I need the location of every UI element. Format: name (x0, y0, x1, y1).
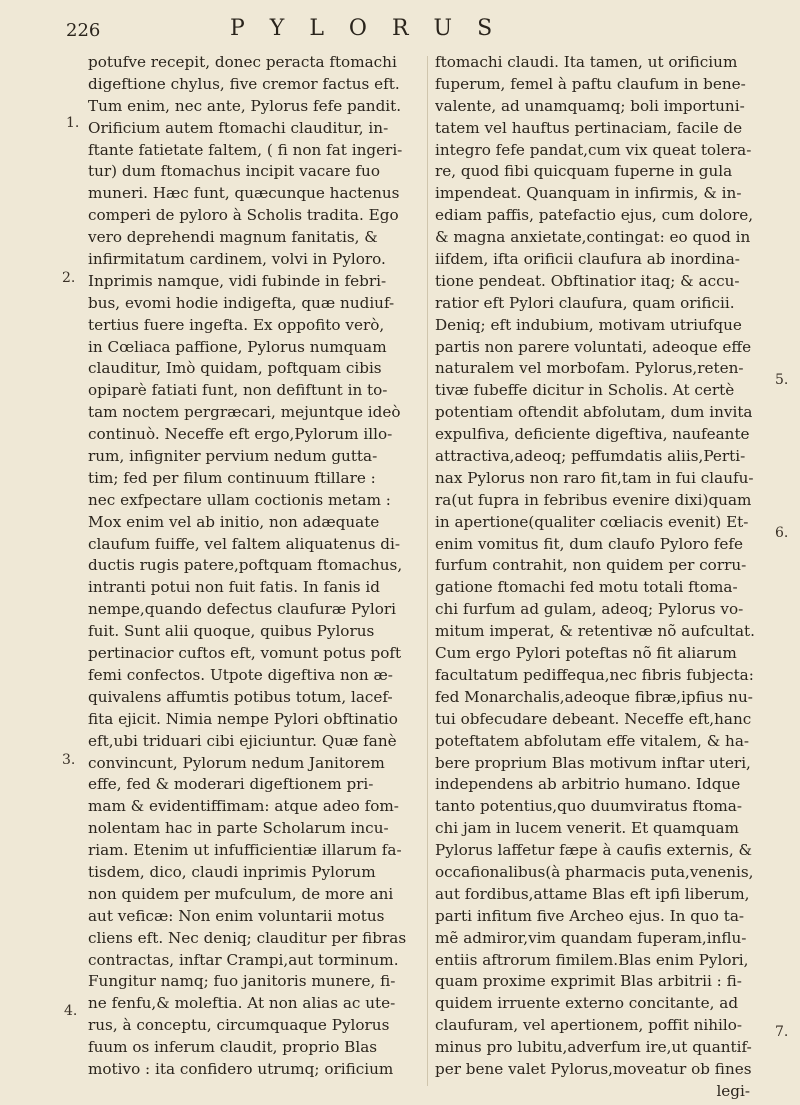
text-line: quidem irruente externo concitante, ad (435, 994, 739, 1013)
text-line: potentiam oftendit abfolutam, dum invita (435, 403, 753, 422)
text-line: effe, fed & moderari digeftionem pri- (88, 775, 374, 794)
text-line: potufve recepit, donec peracta ftomachi (88, 53, 397, 71)
text-line: clauditur, Imò quidam, poftquam cibis (88, 359, 382, 378)
text-line: tisdem, dico, claudi inprimis Pylorum (88, 862, 376, 881)
text-line: tatem vel hauftus pertinaciam, facile de (435, 118, 743, 137)
text-line: bere proprium Blas motivum inftar uteri, (435, 753, 751, 772)
margin-number: 7. (775, 1024, 789, 1040)
text-line: entiis aftrorum fimilem.Blas enim Pylori, (435, 950, 749, 969)
text-line: aut fordibus,attame Blas eft ipfi liberum, (435, 884, 750, 903)
text-line: Fungitur namq; fuo janitoris munere, fi- (88, 972, 396, 991)
text-line: facultatum pediffequa,nec fibris fubjecta: (435, 665, 754, 684)
text-line: eft,ubi triduari cibi ejiciuntur. Quæ fanè (88, 731, 397, 750)
text-line: gatione ftomachi fed motu totali ftoma- (435, 578, 738, 597)
text-line: riam. Etenim ut infufficientiæ illarum fa- (88, 841, 402, 860)
right-column (435, 52, 770, 1103)
text-line: tim; fed per filum continuum ftillare : (88, 468, 376, 487)
text-line: muneri. Hæc funt, quæcunque hactenus (88, 184, 400, 203)
text-line: attractiva,adeoq; peffumdatis aliis,Perti- (435, 447, 746, 466)
text-line: tivæ fubeffe dicitur in Scholis. At certè (435, 381, 735, 400)
text-line: cliens eft. Nec deniq; clauditur per fibras (88, 928, 407, 947)
text-line: minus pro lubitu,adverfum ire,ut quantif- (435, 1038, 752, 1057)
text-line: continuò. Neceffe eft ergo,Pylorum illo- (88, 425, 393, 444)
text-line: furfum contrahit, non quidem per corru- (435, 556, 747, 575)
text-line: in Cœliaca paffione, Pylorus numquam (88, 337, 387, 356)
text-line: rus, à conceptu, circumquaque Pylorus (88, 1016, 390, 1035)
text-line: chi jam in lucem venerit. Et quamquam (435, 819, 739, 838)
text-line: nempe,quando defectus claufuræ Pylori (88, 600, 396, 619)
text-line: quivalens affumtis potibus totum, lacef- (88, 687, 393, 706)
text-line: ftomachi claudi. Ita tamen, ut orificium (435, 53, 738, 71)
margin-number: 5. (775, 372, 789, 388)
margin-number: 1. (66, 115, 80, 131)
text-line: contractas, inftar Crampi,aut torminum. (88, 950, 399, 969)
text-line: per bene valet Pylorus,moveatur ob fines (435, 1059, 752, 1078)
text-line: mam & evidentiffimam: atque adeo fom- (88, 797, 399, 816)
text-line: claufum fuiffe, vel faltem aliquatenus di- (88, 534, 400, 553)
text-line: poteftatem abfolutam effe vitalem, & ha- (435, 731, 750, 750)
text-line: valente, ad unamquamq; boli importuni- (435, 96, 745, 115)
text-line: tione pendeat. Obftinatior itaq; & accu- (435, 271, 740, 290)
text-line: nolentam hac in parte Scholarum incu- (88, 819, 389, 838)
text-line: iifdem, ifta orificii claufura ab inordina- (435, 250, 740, 269)
text-line: tur) dum ftomachus incipit vacare fuo (88, 162, 380, 181)
text-line: quam proxime exprimit Blas arbitrii : fi- (435, 972, 742, 991)
text-line: partis non parere voluntati, adeoque effe (435, 337, 752, 356)
text-line: convincunt, Pylorum nedum Janitorem (88, 753, 385, 772)
text-line: nax Pylorus non raro fit,tam in fui claufu- (435, 468, 754, 487)
text-line: ne fenfu,& moleftia. At non alias ac ute- (88, 994, 396, 1013)
text-line: infirmitatum cardinem, volvi in Pyloro. (88, 250, 386, 269)
text-line: integro fefe pandat,cum vix queat tolera- (435, 140, 752, 159)
text-line: occafionalibus(à pharmacis puta,venenis, (435, 862, 754, 881)
text-line: ediam paffis, patefactio ejus, cum dolore, (435, 206, 754, 225)
text-line: non quidem per mufculum, de more ani (88, 884, 394, 903)
margin-number: 6. (775, 525, 789, 541)
text-line: ductis rugis patere,poftquam ftomachus, (88, 556, 403, 575)
text-line: vero deprehendi magnum fanitatis, & (88, 228, 378, 247)
text-line: & magna anxietate,contingat: eo quod in (435, 228, 751, 247)
text-line: ra(ut fupra in febribus evenire dixi)quam (435, 490, 752, 509)
text-line: nec exfpectare ullam coctionis metam : (88, 490, 391, 509)
text-line: digeftione chylus, five cremor factus eft. (88, 74, 400, 93)
text-line: Pylorus laffetur fæpe à caufis externis, & (435, 841, 753, 860)
text-line: expulfiva, deficiente digeftiva, naufeante (435, 425, 750, 444)
text-line: in apertione(qualiter cœliacis evenit) Et- (435, 512, 749, 531)
text-line: fuperum, femel à paftu claufum in bene- (435, 74, 746, 93)
text-line: Inprimis namque, vidi fubinde in febri- (88, 271, 387, 290)
text-line: tanto potentius,quo duumviratus ftoma- (435, 797, 742, 816)
text-line: aut veficæ: Non enim voluntarii motus (88, 906, 385, 925)
text-line: re, quod fibi quicquam fuperne in gula (435, 162, 733, 181)
text-line: tam noctem pergræcari, mejuntque ideò (88, 403, 401, 422)
text-line: impendeat. Quanquam in infirmis, & in- (435, 184, 742, 203)
text-line: Orificium autem ftomachi clauditur, in- (88, 118, 389, 137)
page-header (0, 12, 800, 52)
text-line: bus, evomi hodie indigefta, quæ nudiuf- (88, 293, 395, 312)
catchword: legi- (716, 1081, 750, 1100)
text-line: parti infitum five Archeo ejus. In quo ta- (435, 906, 745, 925)
text-line: femi confectos. Utpote digeftiva non æ- (88, 665, 393, 684)
text-line: motivo : ita confidero utrumq; orificium (88, 1059, 394, 1078)
text-line: chi furfum ad gulam, adeoq; Pylorus vo- (435, 600, 744, 619)
running-title: PYLORUS (230, 16, 518, 41)
text-line: naturalem vel morbofam. Pylorus,reten- (435, 359, 744, 378)
text-line: enim vomitus fit, dum claufo Pyloro fefe (435, 534, 744, 553)
text-line: Cum ergo Pylori poteftas nõ fit aliarum (435, 644, 737, 663)
text-line: claufuram, vel apertionem, poffit nihilo- (435, 1016, 743, 1035)
margin-number: 2. (62, 270, 76, 286)
text-line: mẽ admiror,vim quandam fuperam,influ- (435, 928, 747, 947)
text-line: fuum os inferum claudit, proprio Blas (88, 1038, 378, 1057)
text-line: pertinacior cuftos eft, vomunt potus poft (88, 644, 402, 663)
left-column (88, 52, 423, 1081)
text-line: tui obfecudare debeant. Neceffe eft,hanc (435, 709, 752, 728)
text-line: Deniq; eft indubium, motivam utriufque (435, 315, 742, 334)
page-number: 226 (66, 20, 101, 41)
text-line: Mox enim vel ab initio, non adæquate (88, 512, 380, 531)
text-line: opiparè fatiati funt, non defiftunt in to- (88, 381, 388, 400)
margin-number: 4. (64, 1003, 78, 1019)
margin-number: 3. (62, 752, 76, 768)
text-line: independens ab arbitrio humano. Idque (435, 775, 741, 794)
text-line: intranti potui non fuit fatis. In fanis id (88, 578, 380, 597)
text-line: fuit. Sunt alii quoque, quibus Pylorus (88, 622, 375, 641)
text-line: tertius fuere ingefta. Ex oppofito verò, (88, 315, 385, 334)
text-line: ratior eft Pylori claufura, quam orificii. (435, 293, 735, 312)
column-divider (427, 56, 428, 1086)
text-line: fed Monarchalis,adeoque fibræ,ipfius nu- (435, 687, 753, 706)
text-line: ftante fatietate faltem, ( fi non fat ingeri- (88, 140, 403, 159)
text-line: mitum imperat, & retentivæ nõ aufcultat. (435, 622, 755, 641)
text-line: fita ejicit. Nimia nempe Pylori obftinatio (88, 709, 398, 728)
text-line: comperi de pyloro à Scholis tradita. Ego (88, 206, 399, 225)
text-line: Tum enim, nec ante, Pylorus fefe pandit. (88, 96, 402, 115)
text-line: rum, infigniter pervium nedum gutta- (88, 447, 378, 466)
